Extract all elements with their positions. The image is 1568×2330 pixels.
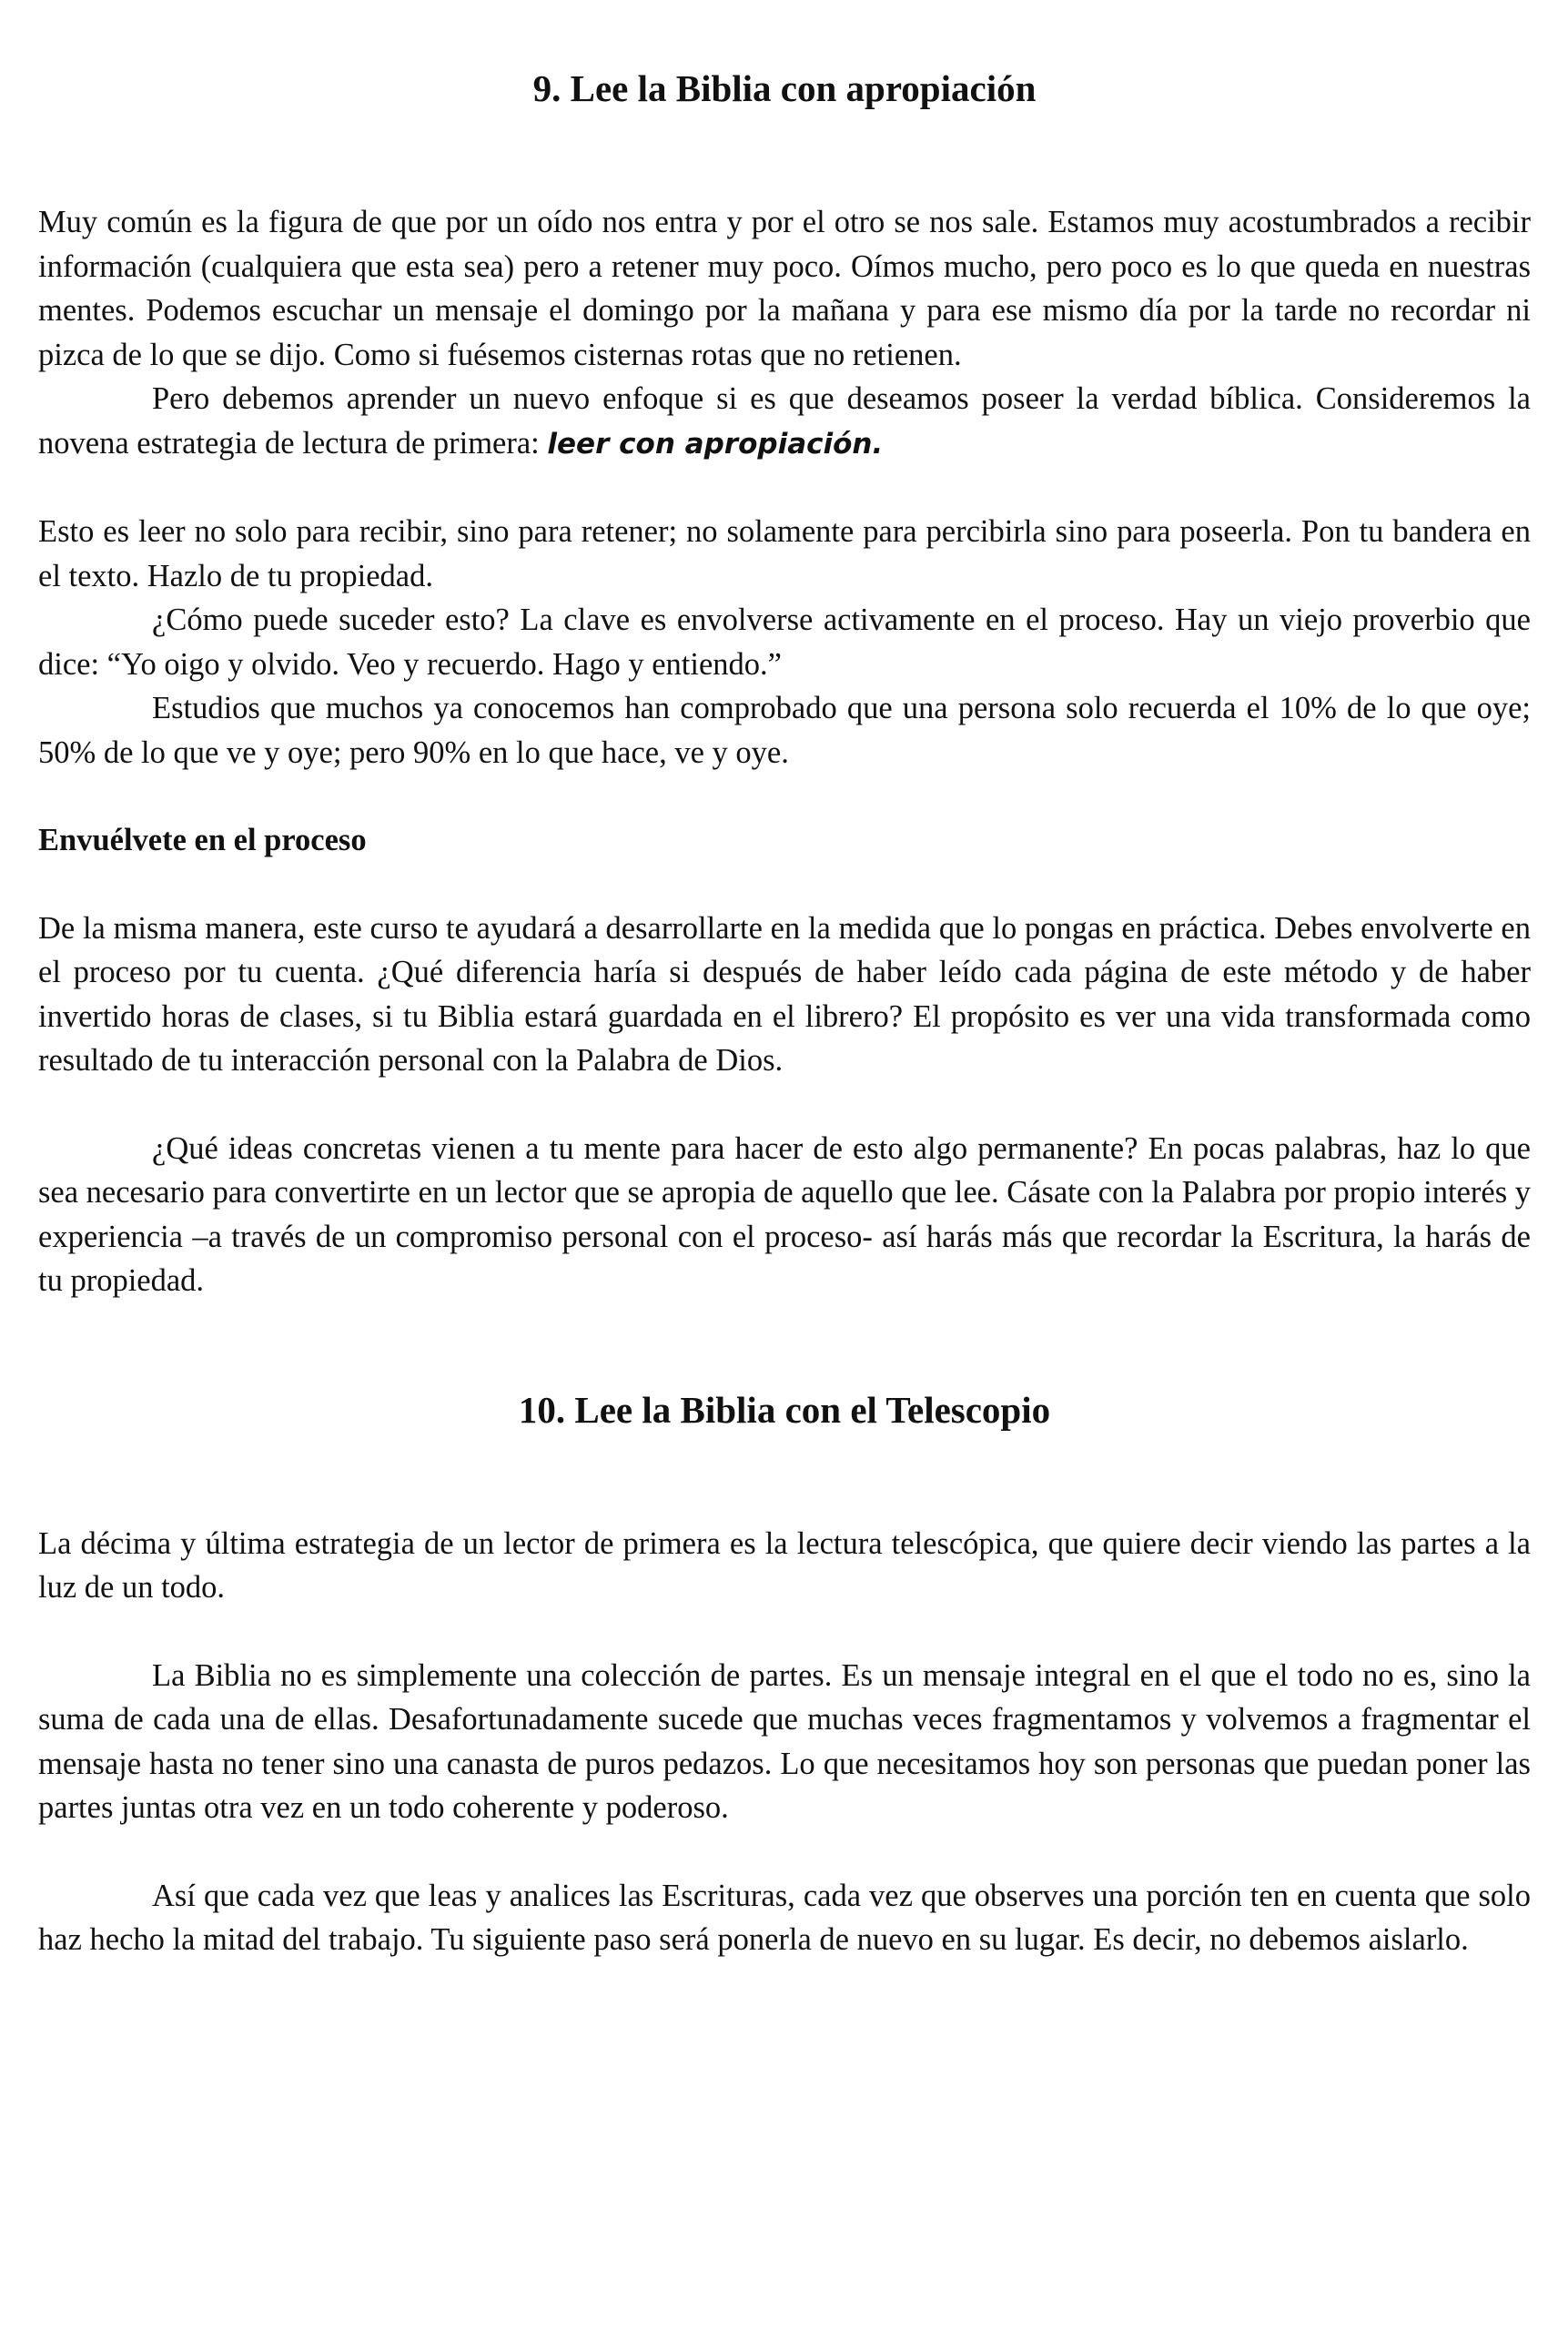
paragraph-8: La décima y última estrategia de un lector de primera es la lectura telescópica, que quiere decir viendo las partes a la luz de un todo. <box>38 1525 1531 1605</box>
emphasis-text: leer con apropiación. <box>547 427 884 461</box>
paragraph-1: Muy común es la figura de que por un oído nos entra y por el otro se nos sale. Estamos muy acostumbrados a recibir información (cualquiera que esta sea) pero a retener muy poco. Oímos mucho, pero poco es lo que queda en nuestras mentes. Podemos escuchar un mensaje el domingo por la mañana y para ese mismo día por la tarde no recordar ni pizca de lo que se dijo. Como si fuésemos cisternas rotas que no retienen. <box>38 205 1531 372</box>
paragraph-7: ¿Qué ideas concretas vienen a tu mente para hacer de esto algo permanente? En pocas palabras, haz lo que sea necesario para convertirte en un lector que se apropia de aquello que lee. Cásate con la Palabra por propio interés y experiencia –a través de un compromiso personal con el proceso- así harás más que recordar la Escritura, la harás de tu propiedad. <box>38 1130 1531 1298</box>
subheading: Envuélvete en el proceso <box>38 823 367 857</box>
paragraph-9: La Biblia no es simplemente una colección de partes. Es un mensaje integral en el que el todo no es, sino la suma de cada una de ellas. Desafortunadamente sucede que muchas veces fragmentamos y volvemos a fragmentar el mensaje hasta no tener sino una canasta de puros pedazos. Lo que necesitamos hoy son personas que puedan poner las partes juntas otra vez en un todo coherente y poderoso. <box>38 1657 1531 1825</box>
section-title-9: 9. Lee la Biblia con apropiación <box>532 67 1037 109</box>
document-page <box>38 0 1531 1962</box>
paragraph-2 <box>38 377 1531 466</box>
paragraph-4: ¿Cómo puede suceder esto? La clave es envolverse activamente en el proceso. Hay un viejo proverbio que dice: “Yo oigo y olvido. Veo y recuerdo. Hago y entiendo.” <box>38 603 1531 682</box>
paragraph-5: Estudios que muchos ya conocemos han comprobado que una persona solo recuerda el 10% de lo que oye; 50% de lo que ve y oye; pero 90% en lo que hace, ve y oye. <box>38 691 1531 770</box>
paragraph-2-text: Pero debemos aprender un nuevo enfoque si es que deseamos poseer la verdad bíblica. Consideremos la novena estrategia de lectura de primera: <box>38 381 1531 461</box>
paragraph-3: Esto es leer no solo para recibir, sino para retener; no solamente para percibirla sino para poseerla. Pon tu bandera en el texto. Hazlo de tu propiedad. <box>38 514 1531 593</box>
paragraph-6: De la misma manera, este curso te ayudará a desarrollarte en la medida que lo pongas en práctica. Debes envolverte en el proceso por tu cuenta. ¿Qué diferencia haría si después de haber leído cada página de este método y de haber invertido horas de clases, si tu Biblia estará guardada en el librero? El propósito es ver una vida transformada como resultado de tu interacción personal con la Palabra de Dios. <box>38 910 1531 1078</box>
paragraph-10: Así que cada vez que leas y analices las Escrituras, cada vez que observes una porción ten en cuenta que solo haz hecho la mitad del trabajo. Tu siguiente paso será ponerla de nuevo en su lugar. Es decir, no debemos aislarlo. <box>38 1878 1531 1957</box>
section-title-10: 10. Lee la Biblia con el Telescopio <box>518 1388 1051 1431</box>
